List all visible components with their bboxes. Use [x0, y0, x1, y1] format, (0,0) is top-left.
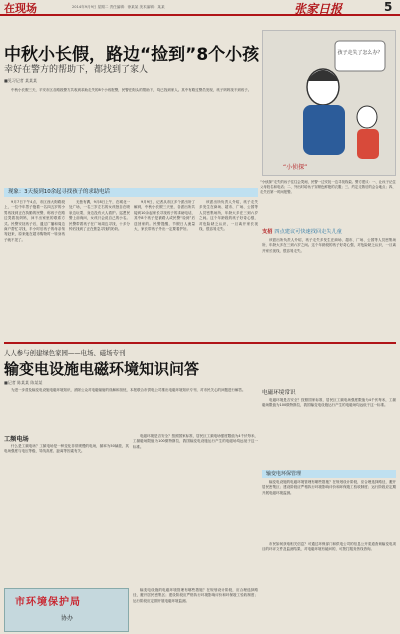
story1-subheadline: 幸好在警方的帮助下，都找到了家人 — [4, 65, 149, 75]
masthead — [0, 0, 400, 16]
info-access-text: 市民如何获取相关信息？可通过环保部门和供电公司的信息公开渠道查询输变电项目的环评文件及监测结果，对电磁环境有疑问的，可拨打服务热线咨询。 — [262, 542, 396, 552]
tips-text: 该派出所负责人介绍，孩子走失多发生在商场、超市、广场、公园等人员密集场所，年龄大多在三到六岁之间。这个年龄段的孩子好奇心强，对危险缺乏认识，一旦离开家长视线，很容易走失。 — [262, 238, 396, 253]
tips-heading — [262, 228, 342, 235]
tips-title: 四点建议可快速找回走失儿童 — [274, 229, 342, 235]
sponsor-subtitle: 协办 — [61, 615, 74, 622]
env-management-text: 输变电设施的电磁环境管理有哪些措施？在规划设计阶段，应合理选择路径，避开居民密集区；建设阶段应严格执行环境影响评价和环保竣工验收制度；运行阶段应定期开展电磁环境监测。 — [262, 480, 396, 495]
page-number: 5 — [384, 0, 393, 14]
story2-kicker: 人人参与创建绿色家园——电场、磁场专刊 — [4, 349, 126, 357]
env-knowledge-text: 电磁环境是否安全？按照国家标准，居民区工频电场强度限值为4千伏每米，工频磁场限值为100微特斯拉，我国输变电设施运行产生的电磁场均远低于这一标准。 — [262, 398, 396, 408]
story1-column-d: 该派出所负责人介绍，孩子走失多发生在商场、超市、广场、公园等人员密集场所，年龄大多在三到六岁之间。这个年龄段的孩子好奇心强，对危险缺乏认识，一旦离开家长视线，很容易走失。 — [199, 200, 258, 232]
power-field-text-2: 电磁环境是否安全？按照国家标准，居民区工频电场强度限值为4千伏每米，工频磁场限值为100微特斯拉，我国输变电设施运行产生的电磁场均远低于这一标准。 — [133, 434, 258, 449]
photo-illustration-icon — [263, 31, 396, 176]
photo-label: “小侦探” — [283, 164, 308, 171]
story2-lead: 为进一步普及输变电设施电磁环境知识，消除公众对电磁辐射的误解和担忧，本报联合市供电公司推出电磁环境知识专刊，对市民关心的问题进行解答。 — [11, 388, 246, 392]
issue-meta: 2014年9月9日 星期二 责任编辑：徐某某 美术编辑：某某 — [72, 5, 165, 9]
story1-lead: 中秋小长假三天，平安市区各路段警方共收到求助走失的8个小孩报警，民警在街头的帮助下，均已找到家人。其中有路过警员发现，孩子妈妈找不到孩子。 — [11, 88, 252, 92]
photo-caption: “小侦探”走失的孩子往往会哭闹，民警一边安抚一边寻找线索。警方建议：一、让孩子记住父母姓名和电话；二、外出时给孩子穿颜色鲜艳的衣服；三、约定走散后的会合地点；四、走失后第一时间报警。 — [260, 180, 396, 194]
story1-column-c: 9月9日，记者从市区多个派出所了解到，中秋小长假三天里，各派出所共接到10余起家长寻找孩子的求助电话，其中8个孩子是被路人或民警“捡到”后送回家的。民警提醒，节假日人流量大，家长带孩子外出一定要看护好。 — [134, 200, 195, 232]
newspaper-logo: 张家日报 — [294, 2, 343, 16]
news-photo — [262, 30, 396, 176]
sponsor-banner — [4, 588, 129, 632]
story2-byline: ■记者 陈某某 陈某某 — [4, 380, 43, 385]
tips-label: 支招 — [262, 229, 273, 235]
story1-column-a: 9月7日下午4点，市区西大街路段上，一位中年男子抱着一名四五岁的小男孩找到正在执勤的民警，称孩子在路边哭着找妈妈，问不出家里的联系方式。民警安抚孩子后，通过广播和周边商户帮忙寻找，半小时后孩子的母亲匆匆赶来，原来她在超市购物时一转身孩子就不见了。 — [4, 200, 65, 242]
mgmt-text-continued: 输变电设施的电磁环境管理有哪些措施？在规划设计阶段，应合理选择路径，避开居民密集区；建设阶段应严格执行环境影响评价和环保竣工验收制度；运行阶段应定期开展电磁环境监测。 — [133, 588, 258, 603]
env-management-heading: 输变电环保管理 — [266, 471, 302, 477]
story1-byline: ■见习记者 某某某 — [4, 78, 38, 83]
section-power-field: 工频电场 — [4, 436, 29, 443]
power-field-text: 什么是工频电场？工频电场是一种变化非常缓慢的电场，频率为50赫兹，其电场强度与电压等级、导线高度、距离等因素有关。 — [4, 444, 129, 454]
story1-headline: 中秋小长假，路边“捡到”8个小孩 — [4, 45, 260, 65]
section-name: 在现场 — [4, 2, 37, 15]
sponsor-title: 市环境保护局 — [15, 597, 81, 608]
section-env-knowledge: 电磁环境常识 — [262, 390, 296, 396]
env-management-bar — [262, 470, 396, 478]
story1-subhead: 现象：3天接到10余起寻找孩子的求助电话 — [8, 189, 110, 195]
story1-column-b: 无独有偶，9月8日上午，在城北一处广场，一名三岁左右的女孩独自在喷泉边玩耍，身边没有大人看护。巡逻民警上前询问，女孩只会说自己的小名。民警带着孩子在广场周边寻找，十多分钟后找到了正在焦急寻找的奶奶。 — [69, 200, 130, 232]
section-divider — [4, 342, 396, 344]
story1-subhead-bar — [4, 188, 258, 197]
story2-headline: 输变电设施电磁环境知识问答 — [4, 360, 200, 378]
photo-sign-text: 孩子走失了怎么办？ — [337, 50, 383, 56]
